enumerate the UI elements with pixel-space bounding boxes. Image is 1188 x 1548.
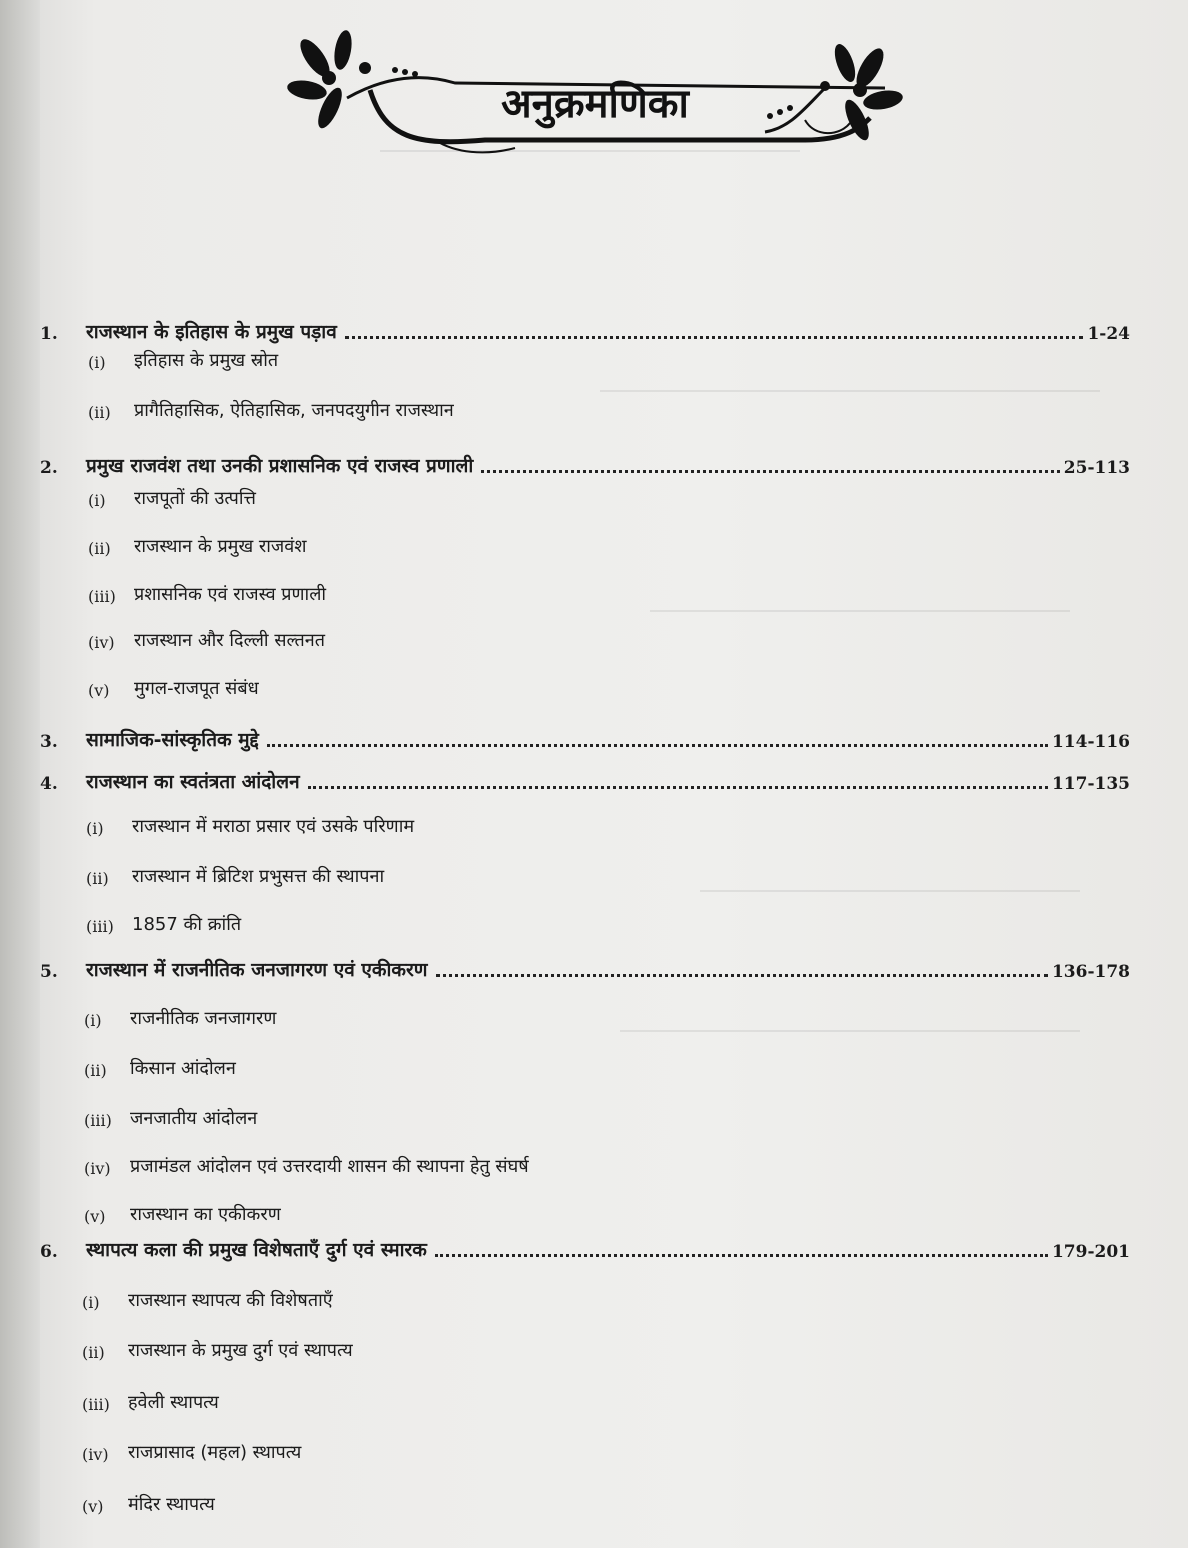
subtopic-number: (iv) <box>82 1445 109 1464</box>
chapter-number: 5. <box>40 962 58 982</box>
chapter-pages: 114-116 <box>1051 732 1130 752</box>
subtopic-number: (ii) <box>86 869 109 888</box>
subtopic-number: (i) <box>86 819 104 838</box>
subtopic-number: (iii) <box>88 587 116 606</box>
subtopic-text: प्रागैतिहासिक, ऐतिहासिक, जनपदयुगीन राजस्थान <box>134 400 454 421</box>
subtopic-item[interactable] <box>84 1196 281 1226</box>
chapter-pages: 25-113 <box>1063 458 1130 478</box>
subtopic-item[interactable] <box>88 392 454 422</box>
chapter-entry[interactable] <box>40 948 1130 982</box>
subtopic-item[interactable] <box>84 1100 257 1130</box>
subtopic-item[interactable] <box>86 808 414 838</box>
chapter-entry[interactable] <box>40 444 1130 478</box>
subtopic-item[interactable] <box>88 670 259 700</box>
subtopic-item[interactable] <box>86 858 384 888</box>
subtopic-number: (v) <box>82 1497 104 1516</box>
chapter-title: राजस्थान में राजनीतिक जनजागरण एवं एकीकरण <box>86 959 428 981</box>
subtopic-number: (v) <box>84 1207 106 1226</box>
subtopic-item[interactable] <box>84 1050 236 1080</box>
subtopic-text: राजस्थान स्थापत्य की विशेषताएँ <box>128 1290 333 1311</box>
page-title: अनुक्रमणिका <box>501 81 689 127</box>
chapter-pages: 1-24 <box>1087 324 1130 344</box>
subtopic-text: राजस्थान और दिल्ली सल्तनत <box>134 630 326 651</box>
chapter-entry[interactable] <box>40 1228 1130 1262</box>
subtopic-text: राजनीतिक जनजागरण <box>130 1008 277 1029</box>
subtopic-item[interactable] <box>88 528 307 558</box>
subtopic-text: जनजातीय आंदोलन <box>130 1108 258 1129</box>
subtopic-number: (ii) <box>82 1343 105 1362</box>
dot-leader <box>308 786 1048 789</box>
subtopic-text: किसान आंदोलन <box>130 1058 236 1079</box>
chapter-number: 1. <box>40 324 58 344</box>
subtopic-item[interactable] <box>88 576 326 606</box>
dot-leader <box>267 744 1048 747</box>
subtopic-number: (iii) <box>86 917 114 936</box>
chapter-number: 3. <box>40 732 58 752</box>
chapter-title: राजस्थान का स्वतंत्रता आंदोलन <box>86 771 300 793</box>
subtopic-item[interactable] <box>88 622 325 652</box>
subtopic-item[interactable] <box>88 342 278 372</box>
chapter-entry[interactable] <box>40 310 1130 344</box>
subtopic-item[interactable] <box>84 1000 276 1030</box>
subtopic-text: राजस्थान में ब्रिटिश प्रभुसत्त की स्थापना <box>132 866 385 887</box>
subtopic-number: (iv) <box>84 1159 111 1178</box>
dot-leader <box>481 470 1059 473</box>
chapter-pages: 179-201 <box>1051 1242 1130 1262</box>
subtopic-text: प्रशासनिक एवं राजस्व प्रणाली <box>134 584 327 605</box>
subtopic-number: (i) <box>88 353 106 372</box>
chapter-pages: 117-135 <box>1051 774 1130 794</box>
subtopic-text: इतिहास के प्रमुख स्रोत <box>134 350 279 371</box>
subtopic-item[interactable] <box>82 1332 353 1362</box>
subtopic-item[interactable] <box>88 480 256 510</box>
chapter-entry[interactable] <box>40 718 1130 752</box>
subtopic-item[interactable] <box>82 1384 219 1414</box>
subtopic-text: राजस्थान के प्रमुख राजवंश <box>134 536 307 557</box>
subtopic-text: 1857 की क्रांति <box>132 914 242 935</box>
chapter-title: राजस्थान के इतिहास के प्रमुख पड़ाव <box>86 321 337 343</box>
subtopic-number: (i) <box>82 1293 100 1312</box>
subtopic-number: (ii) <box>88 539 111 558</box>
subtopic-number: (iii) <box>82 1395 110 1414</box>
chapter-number: 4. <box>40 774 58 794</box>
subtopic-number: (iv) <box>88 633 115 652</box>
subtopic-text: प्रजामंडल आंदोलन एवं उत्तरदायी शासन की स्थापना हेतु संघर्ष <box>130 1156 529 1177</box>
subtopic-number: (ii) <box>88 403 111 422</box>
chapter-entry[interactable] <box>40 760 1130 794</box>
chapter-number: 6. <box>40 1242 58 1262</box>
subtopic-text: राजस्थान में मराठा प्रसार एवं उसके परिणाम <box>132 816 415 837</box>
subtopic-text: मंदिर स्थापत्य <box>128 1494 215 1515</box>
subtopic-number: (i) <box>84 1011 102 1030</box>
subtopic-item[interactable] <box>82 1282 333 1312</box>
subtopic-text: राजपूतों की उत्पत्ति <box>134 488 256 509</box>
subtopic-number: (v) <box>88 681 110 700</box>
subtopic-number: (i) <box>88 491 106 510</box>
chapter-title: स्थापत्य कला की प्रमुख विशेषताएँ दुर्ग एवं स्मारक <box>86 1239 427 1261</box>
subtopic-item[interactable] <box>82 1486 215 1516</box>
subtopic-item[interactable] <box>82 1434 301 1464</box>
chapter-title: सामाजिक-सांस्कृतिक मुद्दे <box>86 729 259 751</box>
subtopic-item[interactable] <box>84 1148 529 1178</box>
subtopic-text: मुगल-राजपूत संबंध <box>134 678 259 699</box>
dot-leader <box>345 336 1084 339</box>
subtopic-number: (ii) <box>84 1061 107 1080</box>
subtopic-item[interactable] <box>86 906 241 936</box>
dot-leader <box>435 1254 1048 1257</box>
chapter-title: प्रमुख राजवंश तथा उनकी प्रशासनिक एवं राजस्व प्रणाली <box>86 455 474 477</box>
subtopic-text: राजस्थान का एकीकरण <box>130 1204 281 1225</box>
subtopic-text: हवेली स्थापत्य <box>128 1392 219 1413</box>
chapter-number: 2. <box>40 458 58 478</box>
chapter-pages: 136-178 <box>1051 962 1130 982</box>
subtopic-number: (iii) <box>84 1111 112 1130</box>
subtopic-text: राजस्थान के प्रमुख दुर्ग एवं स्थापत्य <box>128 1340 353 1361</box>
subtopic-text: राजप्रासाद (महल) स्थापत्य <box>128 1442 302 1463</box>
dot-leader <box>436 974 1048 977</box>
